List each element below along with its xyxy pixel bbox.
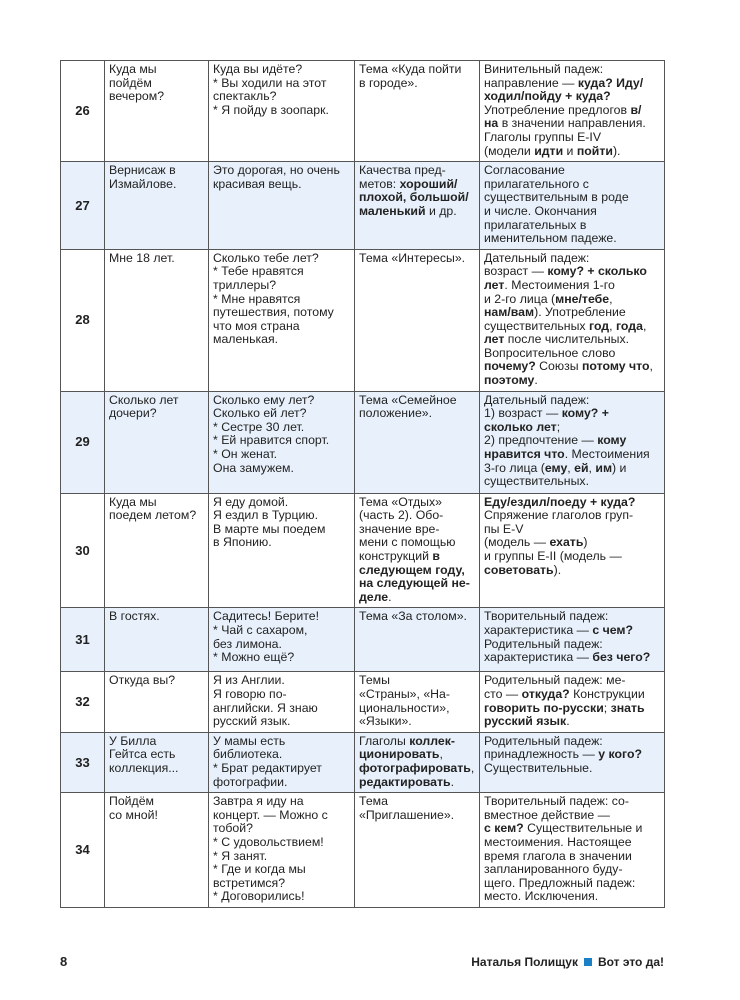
dialogue-line: Это дорогая, но очень: [213, 163, 340, 178]
dialogue-line: * Вы ходили на этот: [213, 75, 327, 90]
dialogue-cell: [209, 249, 355, 391]
lesson-row: [61, 249, 665, 391]
dialogue-line: * Мне нравятся: [213, 291, 301, 306]
dialogue-line: концерт. — Можно с: [213, 807, 328, 822]
dialogue-line: встретимся?: [213, 875, 286, 890]
lesson-title-line: вечером?: [109, 89, 165, 104]
dialogue-line: тобой?: [213, 821, 253, 836]
topic-cell: Тема «Куда пойти в городе».: [355, 61, 480, 162]
page-number: 8: [60, 954, 68, 969]
dialogue-line: Сколько ей лет?: [213, 406, 307, 421]
lesson-title-line: Откуда вы?: [109, 673, 176, 688]
dialogue-line: английски. Я знаю: [213, 700, 318, 715]
grammar-cell: Творительный падеж: характеристика — с чем? Родительный падеж: характеристика — без чего?: [480, 608, 665, 672]
lesson-title-line: Мне 18 лет.: [109, 250, 175, 265]
dialogue-cell: [209, 61, 355, 162]
dialogue-line: В марте мы поедем: [213, 521, 326, 536]
topic-cell: Качества пред- метов: хороший/ плохой, большой/ маленький и др.: [355, 162, 480, 250]
dialogue-line: * Он женат.: [213, 447, 278, 462]
topic-cell: Тема «За столом».: [355, 608, 480, 672]
lesson-title-line: Куда мы: [109, 62, 157, 76]
dialogue-cell: [209, 391, 355, 493]
dialogue-line: * Тебе нравятся: [213, 264, 304, 279]
grammar-cell: Творительный падеж: со- вместное действие — с кем? Существительные и местоимения. Настоящее время глагола в значении запланированного буду- щего. Предложный падеж: место. Исключения.: [480, 793, 665, 908]
dialogue-line: Я еду домой.: [213, 494, 289, 509]
dialogue-line: * Я пойду в зоопарк.: [213, 102, 329, 117]
lesson-title-cell: [105, 249, 209, 391]
lesson-row: [61, 391, 665, 493]
lesson-title-line: пойдём: [109, 75, 152, 90]
dialogue-line: маленькая.: [213, 332, 279, 347]
lesson-row: [61, 608, 665, 672]
lesson-row: [61, 732, 665, 792]
lesson-title-line: поедем летом?: [109, 508, 197, 523]
lesson-title-line: Гейтса есть: [109, 747, 176, 762]
lesson-title-line: коллекция...: [109, 760, 179, 775]
dialogue-cell: [209, 608, 355, 672]
topic-cell: Глаголы коллек- ционировать, фотографировать, редактировать.: [355, 732, 480, 792]
lesson-title-line: В гостях.: [109, 609, 160, 624]
grammar-cell: Винительный падеж: направление — куда? Иду/ ходил/пойду + куда? Употребление предлогов в/ на в значении направления. Глаголы группы E-IV (модели идти и пойти).: [480, 61, 665, 162]
topic-cell: Тема «Интересы».: [355, 249, 480, 391]
lesson-row: [61, 61, 665, 162]
topic-cell: Тема «Приглашение».: [355, 793, 480, 908]
book-title: Вот это да!: [597, 955, 664, 969]
lesson-row: [61, 162, 665, 250]
dialogue-line: без лимона.: [213, 636, 282, 651]
grammar-cell: Еду/ездил/поеду + куда? Спряжение глаголов груп- пы E-V (модель — ехать) и группы E-II (модель — советовать).: [480, 493, 665, 608]
dialogue-cell: [209, 793, 355, 908]
dialogue-line: * С удовольствием!: [213, 834, 324, 849]
lesson-table: [60, 60, 665, 908]
dialogue-line: Куда вы идёте?: [213, 62, 303, 76]
lesson-number: 33: [61, 732, 105, 792]
dialogue-line: * Договорились!: [213, 889, 305, 904]
dialogue-line: У мамы есть: [213, 733, 286, 748]
lesson-row: [61, 672, 665, 732]
page-footer: [60, 954, 664, 972]
dialogue-line: * Можно ещё?: [213, 650, 295, 665]
dialogue-line: в Японию.: [213, 535, 272, 550]
dialogue-line: * Брат редактирует: [213, 760, 322, 775]
lesson-title-line: дочери?: [109, 406, 157, 421]
dialogue-line: * Чай с сахаром,: [213, 623, 308, 637]
lesson-number: 30: [61, 493, 105, 608]
lesson-title-cell: [105, 391, 209, 493]
dialogue-line: спектакль?: [213, 89, 277, 104]
lesson-title-cell: [105, 61, 209, 162]
lesson-number: 28: [61, 249, 105, 391]
lesson-title-line: Куда мы: [109, 494, 157, 509]
dialogue-line: Завтра я иду на: [213, 794, 304, 809]
lesson-table-body: [61, 61, 665, 908]
lesson-title-cell: [105, 493, 209, 608]
lesson-number: 31: [61, 608, 105, 672]
lesson-title-cell: [105, 793, 209, 908]
dialogue-line: Я из Англии.: [213, 673, 285, 688]
topic-cell: Тема «Семейное положение».: [355, 391, 480, 493]
dialogue-cell: [209, 672, 355, 732]
lesson-title-line: У Билла: [109, 733, 157, 748]
dialogue-line: Она замужем.: [213, 460, 294, 475]
grammar-cell: Дательный падеж: 1) возраст — кому? + сколько лет; 2) предпочтение — кому нравится что. Местоимения 3-го лица (ему, ей, им) и существительных.: [480, 391, 665, 493]
dialogue-line: Садитесь! Берите!: [213, 609, 319, 624]
dialogue-cell: [209, 493, 355, 608]
lesson-title-line: Сколько лет: [109, 392, 179, 407]
dialogue-line: красивая вещь.: [213, 176, 302, 191]
lesson-title-line: Пойдём: [109, 794, 155, 809]
dialogue-line: триллеры?: [213, 277, 277, 292]
topic-cell: Тема «Отдых» (часть 2). Обо- значение вре- мени с помощью конструкций в следующем году, на следующей не- деле.: [355, 493, 480, 608]
lesson-title-cell: [105, 162, 209, 250]
dialogue-cell: [209, 162, 355, 250]
lesson-title-cell: [105, 608, 209, 672]
dialogue-line: библиотека.: [213, 747, 283, 762]
dialogue-line: что моя страна: [213, 318, 300, 333]
topic-cell: Темы «Страны», «На- циональности», «Языки».: [355, 672, 480, 732]
lesson-title-line: Вернисаж в: [109, 163, 176, 178]
dialogue-line: Сколько ему лет?: [213, 392, 315, 407]
dialogue-line: путешествия, потому: [213, 305, 334, 320]
grammar-cell: Дательный падеж: возраст — кому? + сколько лет. Местоимения 1-го и 2-го лица (мне/тебе, нам/вам). Употребление существительных год, года, лет после числительных. Вопросительное слово почему? Союзы потому что, поэтому.: [480, 249, 665, 391]
dialogue-cell: [209, 732, 355, 792]
grammar-cell: Согласование прилагательного с существительным в роде и числе. Окончания прилагательных в именительном падеже.: [480, 162, 665, 250]
lesson-row: [61, 493, 665, 608]
lesson-number: 34: [61, 793, 105, 908]
lesson-title-cell: [105, 672, 209, 732]
dialogue-line: * Сестре 30 лет.: [213, 419, 305, 434]
lesson-number: 26: [61, 61, 105, 162]
dialogue-line: * Где и когда мы: [213, 862, 306, 877]
dialogue-line: Сколько тебе лет?: [213, 250, 319, 265]
dialogue-line: Я ездил в Турцию.: [213, 508, 319, 523]
dialogue-line: русский язык.: [213, 714, 291, 729]
square-separator-icon: [584, 958, 592, 966]
dialogue-line: фотографии.: [213, 774, 288, 789]
lesson-title-cell: [105, 732, 209, 792]
dialogue-line: * Я занят.: [213, 848, 268, 863]
grammar-cell: Родительный падеж: ме- сто — откуда? Конструкции говорить по-русски; знать русский язык.: [480, 672, 665, 732]
lesson-number: 27: [61, 162, 105, 250]
book-credit: [471, 955, 664, 969]
lesson-title-line: со мной!: [109, 807, 158, 822]
grammar-cell: Родительный падеж: принадлежность — у кого? Существительные.: [480, 732, 665, 792]
dialogue-line: * Ей нравится спорт.: [213, 433, 330, 448]
author-name: Наталья Полищук: [471, 955, 578, 969]
lesson-number: 32: [61, 672, 105, 732]
lesson-row: [61, 793, 665, 908]
lesson-title-line: Измайлове.: [109, 176, 177, 191]
dialogue-line: Я говорю по-: [213, 687, 287, 701]
lesson-number: 29: [61, 391, 105, 493]
